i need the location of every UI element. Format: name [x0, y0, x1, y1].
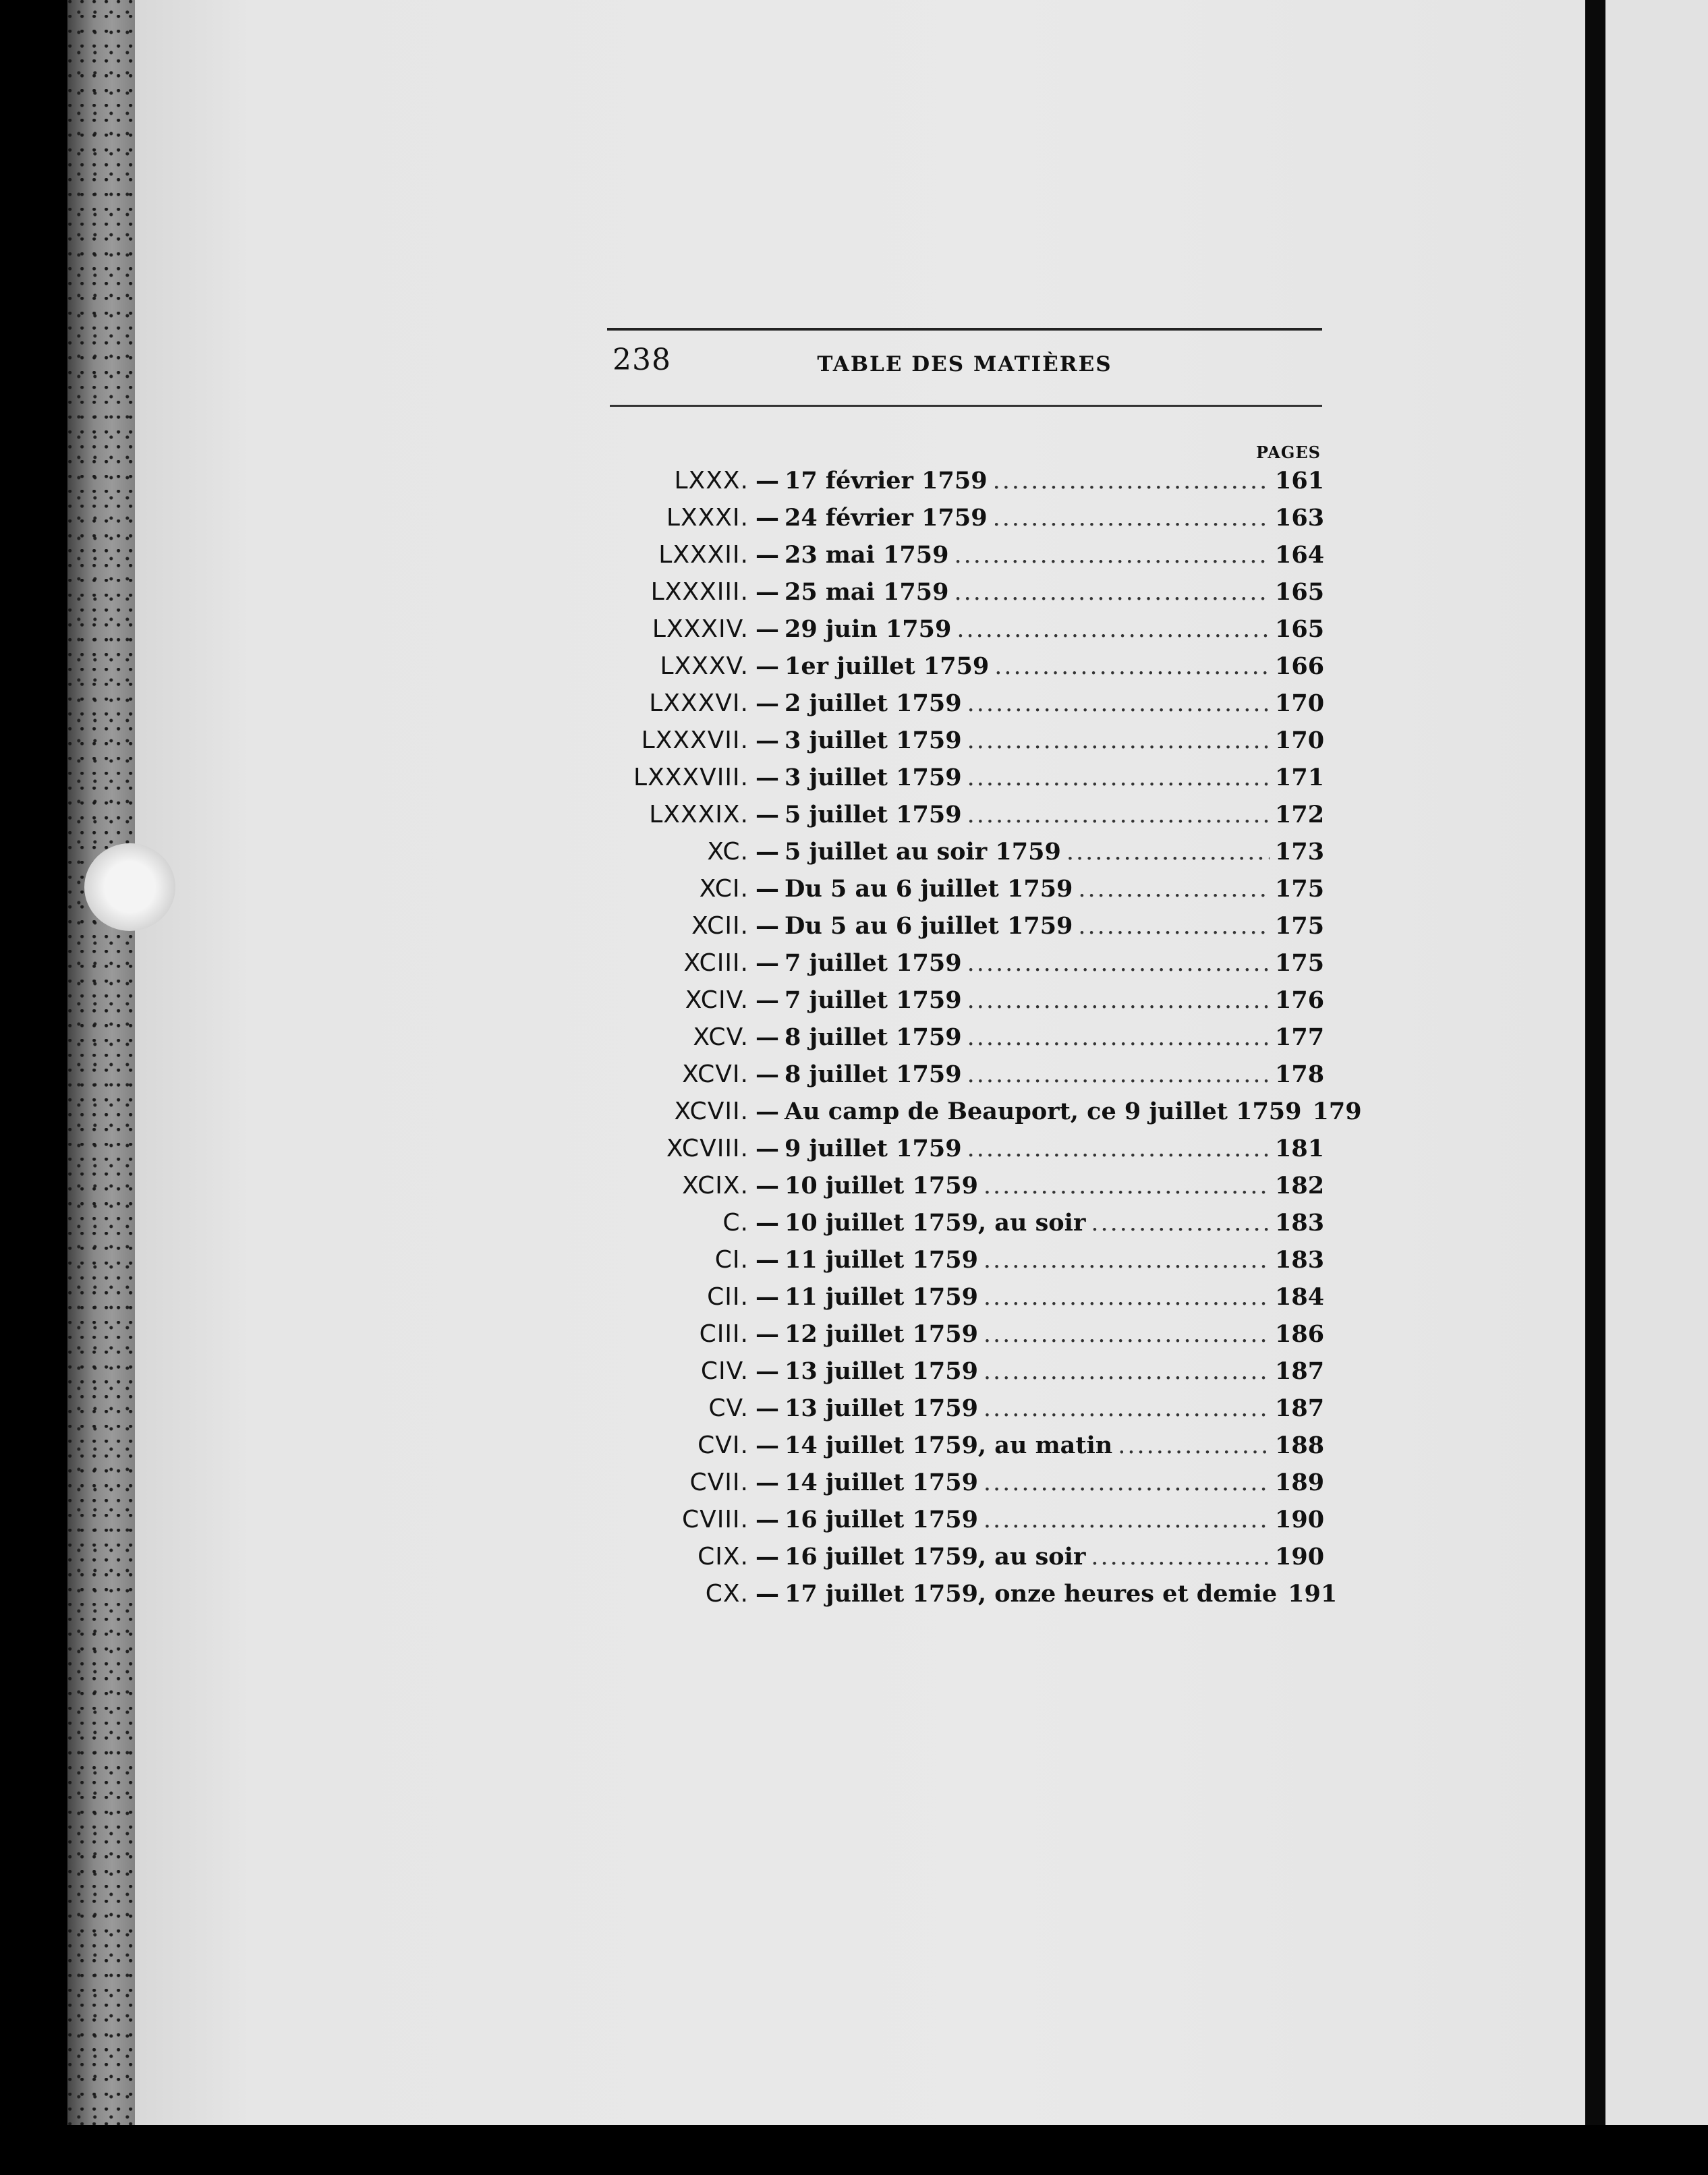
entry-title: 16 juillet 1759, au soir: [785, 1543, 1086, 1571]
entry-title: 12 juillet 1759: [785, 1320, 978, 1348]
entry-title: 5 juillet 1759: [785, 801, 962, 828]
entry-page-number: 187: [1275, 1394, 1325, 1422]
em-dash-separator: —: [756, 1580, 779, 1608]
entry-title: 25 mai 1759: [785, 578, 949, 606]
dot-leader: [967, 1061, 1270, 1088]
entry-title: Du 5 au 6 juillet 1759: [785, 912, 1073, 940]
entry-numeral: LXXXVIII.: [633, 764, 749, 791]
dot-leader: [993, 468, 1270, 495]
entry-title: 8 juillet 1759: [785, 1061, 962, 1088]
toc-entry: [607, 764, 1325, 801]
entry-page-number: 178: [1275, 1061, 1325, 1088]
dot-leader: [984, 1469, 1270, 1496]
entry-title: 13 juillet 1759: [785, 1357, 978, 1385]
entry-numeral: CVIII.: [681, 1506, 749, 1533]
header-rule-top: [607, 328, 1322, 331]
em-dash-separator: —: [756, 1543, 779, 1571]
entry-page-number: 184: [1275, 1283, 1325, 1311]
toc-entry: [607, 875, 1325, 912]
entry-title: 3 juillet 1759: [785, 727, 962, 754]
entry-page-number: 179: [1312, 1098, 1362, 1125]
entry-title: Au camp de Beauport, ce 9 juillet 1759: [785, 1098, 1302, 1125]
toc-entry: [607, 1432, 1325, 1469]
em-dash-separator: —: [756, 1283, 779, 1311]
em-dash-separator: —: [756, 727, 779, 754]
toc-entry: [607, 541, 1325, 578]
page-number: 238: [613, 343, 671, 377]
entry-title: 7 juillet 1759: [785, 986, 962, 1014]
entry-page-number: 182: [1275, 1172, 1325, 1199]
entry-numeral: XCII.: [691, 912, 749, 940]
entry-numeral: CIX.: [698, 1543, 749, 1571]
em-dash-separator: —: [756, 764, 779, 791]
page-header: [607, 343, 1322, 397]
toc-list: [607, 467, 1362, 1617]
em-dash-separator: —: [756, 1172, 779, 1199]
dot-leader: [1118, 1432, 1270, 1459]
page-gutter: [1585, 0, 1605, 2125]
entry-page-number: 177: [1275, 1023, 1325, 1051]
entry-numeral: LXXX.: [674, 467, 749, 495]
dot-leader: [955, 542, 1270, 569]
entry-title: 14 juillet 1759: [785, 1469, 978, 1496]
entry-numeral: CVI.: [698, 1432, 749, 1459]
entry-page-number: 190: [1275, 1506, 1325, 1533]
dot-leader: [984, 1395, 1270, 1422]
entry-page-number: 163: [1275, 504, 1325, 532]
toc-entry: [607, 1135, 1325, 1172]
entry-page-number: 187: [1275, 1357, 1325, 1385]
entry-page-number: 165: [1275, 615, 1325, 643]
dot-leader: [1066, 839, 1270, 866]
running-title: TABLE DES MATIÈRES: [817, 352, 1112, 376]
toc-entry: [607, 1506, 1325, 1543]
dot-leader: [967, 987, 1270, 1014]
em-dash-separator: —: [756, 801, 779, 828]
entry-page-number: 186: [1275, 1320, 1325, 1348]
dot-leader: [984, 1506, 1270, 1533]
entry-numeral: CIV.: [700, 1357, 749, 1385]
entry-numeral: LXXXIV.: [652, 615, 749, 643]
em-dash-separator: —: [756, 1098, 779, 1125]
entry-numeral: LXXXII.: [658, 541, 749, 569]
entry-page-number: 175: [1275, 912, 1325, 940]
dot-leader: [1091, 1544, 1270, 1571]
em-dash-separator: —: [756, 1246, 779, 1274]
entry-title: 5 juillet au soir 1759: [785, 838, 1061, 866]
toc-entry: [607, 1357, 1325, 1394]
entry-numeral: CIII.: [699, 1320, 749, 1348]
entry-numeral: XC.: [707, 838, 749, 866]
entry-numeral: XCV.: [693, 1023, 749, 1051]
entry-numeral: XCIX.: [682, 1172, 749, 1199]
dot-leader: [967, 950, 1270, 977]
entry-numeral: LXXXIII.: [650, 578, 749, 606]
dot-leader: [984, 1358, 1270, 1385]
entry-title: 10 juillet 1759: [785, 1172, 978, 1199]
toc-entry: [607, 1320, 1325, 1357]
entry-numeral: CX.: [705, 1580, 749, 1608]
toc-entry: [607, 801, 1325, 838]
entry-page-number: 170: [1275, 689, 1325, 717]
entry-page-number: 164: [1275, 541, 1325, 569]
toc-entry: [607, 578, 1325, 615]
entry-page-number: 171: [1275, 764, 1325, 791]
dot-leader: [957, 616, 1270, 643]
entry-numeral: C.: [722, 1209, 749, 1237]
toc-entry: [607, 1172, 1325, 1209]
entry-title: 1er juillet 1759: [785, 652, 990, 680]
book-binding-edge: [67, 0, 142, 2125]
entry-page-number: 189: [1275, 1469, 1325, 1496]
em-dash-separator: —: [756, 1209, 779, 1237]
toc-entry: [607, 912, 1325, 949]
dot-leader: [1078, 876, 1270, 903]
entry-page-number: 170: [1275, 727, 1325, 754]
dot-leader: [993, 505, 1270, 532]
em-dash-separator: —: [756, 1135, 779, 1162]
toc-entry: [607, 1246, 1325, 1283]
entry-title: 13 juillet 1759: [785, 1394, 978, 1422]
entry-title: 11 juillet 1759: [785, 1283, 978, 1311]
entry-page-number: 175: [1275, 949, 1325, 977]
entry-numeral: XCVI.: [682, 1061, 749, 1088]
entry-page-number: 183: [1275, 1246, 1325, 1274]
dot-leader: [1078, 913, 1270, 940]
entry-numeral: XCI.: [699, 875, 749, 903]
dot-leader: [984, 1321, 1270, 1348]
facing-page-edge: [1605, 0, 1708, 2125]
entry-page-number: 175: [1275, 875, 1325, 903]
toc-entry: [607, 689, 1325, 727]
em-dash-separator: —: [756, 1432, 779, 1459]
entry-page-number: 165: [1275, 578, 1325, 606]
entry-numeral: LXXXIX.: [649, 801, 749, 828]
toc-entry: [607, 1580, 1338, 1617]
entry-title: 17 février 1759: [785, 467, 988, 495]
em-dash-separator: —: [756, 838, 779, 866]
entry-page-number: 176: [1275, 986, 1325, 1014]
entry-numeral: CV.: [708, 1394, 749, 1422]
dot-leader: [967, 801, 1270, 828]
entry-page-number: 190: [1275, 1543, 1325, 1571]
entry-title: 9 juillet 1759: [785, 1135, 962, 1162]
toc-entry: [607, 615, 1325, 652]
toc-entry: [607, 949, 1325, 986]
entry-title: 11 juillet 1759: [785, 1246, 978, 1274]
toc-entry: [607, 1023, 1325, 1061]
em-dash-separator: —: [756, 1357, 779, 1385]
entry-page-number: 188: [1275, 1432, 1325, 1459]
toc-entry: [607, 467, 1325, 504]
toc-entry: [607, 1469, 1325, 1506]
entry-numeral: LXXXVII.: [641, 727, 749, 754]
entry-page-number: 173: [1275, 838, 1325, 866]
dot-leader: [967, 690, 1270, 717]
entry-title: 16 juillet 1759: [785, 1506, 978, 1533]
entry-numeral: LXXXV.: [660, 652, 749, 680]
em-dash-separator: —: [756, 1320, 779, 1348]
toc-entry: [607, 986, 1325, 1023]
entry-title: 8 juillet 1759: [785, 1023, 962, 1051]
toc-entry: [607, 727, 1325, 764]
dot-leader: [984, 1173, 1270, 1199]
entry-page-number: 183: [1275, 1209, 1325, 1237]
em-dash-separator: —: [756, 949, 779, 977]
em-dash-separator: —: [756, 1023, 779, 1051]
toc-entry: [607, 1061, 1325, 1098]
em-dash-separator: —: [756, 578, 779, 606]
entry-title: 3 juillet 1759: [785, 764, 962, 791]
header-rule-bottom: [610, 405, 1322, 407]
em-dash-separator: —: [756, 1506, 779, 1533]
entry-page-number: 191: [1288, 1580, 1338, 1608]
toc-entry: [607, 1543, 1325, 1580]
entry-numeral: XCIII.: [683, 949, 749, 977]
dot-leader: [984, 1284, 1270, 1311]
toc-entry: [607, 1209, 1325, 1246]
entry-title: Du 5 au 6 juillet 1759: [785, 875, 1073, 903]
em-dash-separator: —: [756, 541, 779, 569]
entry-title: 23 mai 1759: [785, 541, 949, 569]
dot-leader: [994, 653, 1270, 680]
entry-title: 2 juillet 1759: [785, 689, 962, 717]
em-dash-separator: —: [756, 986, 779, 1014]
toc-entry: [607, 1394, 1325, 1432]
entry-page-number: 181: [1275, 1135, 1325, 1162]
em-dash-separator: —: [756, 875, 779, 903]
em-dash-separator: —: [756, 504, 779, 532]
entry-title: 14 juillet 1759, au matin: [785, 1432, 1113, 1459]
entry-title: 24 février 1759: [785, 504, 988, 532]
toc-entry: [607, 1283, 1325, 1320]
entry-page-number: 172: [1275, 801, 1325, 828]
em-dash-separator: —: [756, 1061, 779, 1088]
em-dash-separator: —: [756, 1469, 779, 1496]
entry-numeral: CVII.: [689, 1469, 749, 1496]
pages-column-label: PAGES: [1255, 443, 1321, 462]
dot-leader: [1091, 1210, 1270, 1237]
entry-numeral: XCIV.: [685, 986, 749, 1014]
toc-entry: [607, 504, 1325, 541]
entry-title: 10 juillet 1759, au soir: [785, 1209, 1086, 1237]
entry-numeral: XCVII.: [674, 1098, 749, 1125]
toc-entry: [607, 1098, 1362, 1135]
entry-numeral: XCVIII.: [666, 1135, 749, 1162]
dot-leader: [967, 727, 1270, 754]
em-dash-separator: —: [756, 1394, 779, 1422]
dot-leader: [967, 1024, 1270, 1051]
em-dash-separator: —: [756, 652, 779, 680]
entry-numeral: CI.: [714, 1246, 749, 1274]
toc-entry: [607, 838, 1325, 875]
em-dash-separator: —: [756, 689, 779, 717]
dot-leader: [955, 579, 1270, 606]
entry-title: 29 juin 1759: [785, 615, 952, 643]
em-dash-separator: —: [756, 467, 779, 495]
entry-page-number: 166: [1275, 652, 1325, 680]
dot-leader: [967, 1135, 1270, 1162]
dot-leader: [984, 1247, 1270, 1274]
entry-numeral: LXXXVI.: [649, 689, 749, 717]
entry-title: 7 juillet 1759: [785, 949, 962, 977]
toc-entry: [607, 652, 1325, 689]
entry-page-number: 161: [1275, 467, 1325, 495]
dot-leader: [967, 764, 1270, 791]
paper-stain: [84, 843, 175, 931]
entry-title: 17 juillet 1759, onze heures et demie: [785, 1580, 1278, 1608]
em-dash-separator: —: [756, 912, 779, 940]
entry-numeral: LXXXI.: [666, 504, 749, 532]
em-dash-separator: —: [756, 615, 779, 643]
entry-numeral: CII.: [707, 1283, 749, 1311]
